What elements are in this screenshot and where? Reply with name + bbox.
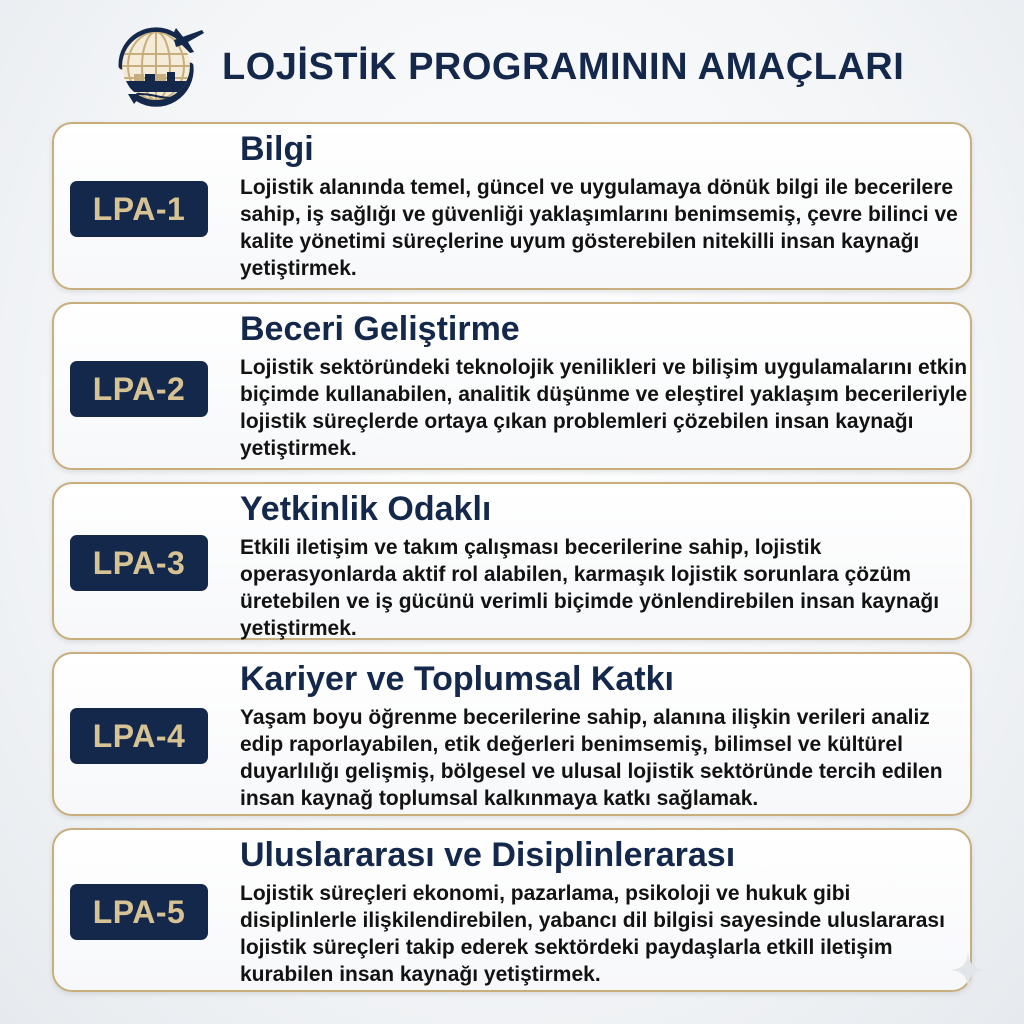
objective-code-badge: LPA-2 [70, 361, 208, 417]
objective-heading: Bilgi [240, 130, 314, 168]
objective-description: Lojistik süreçleri ekonomi, pazarlama, psikoloji ve hukuk gibi disiplinlerle ilişkilendirebilen, yabancı dil bilgisi sayesinde uluslararası lojistik süreçleri takip ederek sektördeki paydaşlarla etkill iletişim kurabilen insan kaynağı yetiştirmek. [240, 882, 945, 986]
objective-card-lpa-4 [52, 652, 972, 816]
objective-code-badge: LPA-5 [70, 884, 208, 940]
page-title: LOJİSTİK PROGRAMININ AMAÇLARI [222, 46, 905, 88]
objective-code-badge: LPA-1 [70, 181, 208, 237]
objective-heading: Beceri Geliştirme [240, 310, 520, 348]
objective-card-lpa-5 [52, 828, 972, 992]
objective-heading: Kariyer ve Toplumsal Katkı [240, 660, 674, 698]
objective-card-lpa-2 [52, 302, 972, 470]
objective-description: Lojistik sektöründeki teknolojik yenilikleri ve bilişim uygulamalarını etkin biçimde kullanabilen, analitik düşünme ve eleştirel yaklaşım becerileriyle lojistik süreçlerde ortaya çıkan problemleri çözebilen insan kaynağı yetiştirmek. [240, 356, 968, 460]
objective-heading: Uluslararası ve Disiplinlerarası [240, 836, 736, 874]
objective-description: Yaşam boyu öğrenme becerilerine sahip, alanına ilişkin verileri analiz edip raporlayabilen, etik değerleri benimsemiş, bilimsel ve kültürel duyarlılığı gelişmiş, bölgesel ve ulusal lojistik sektöründe tercih edilen insan kaynağ toplumsal kalkınmaya katkı sağlamak. [240, 706, 943, 810]
sparkle-icon [948, 950, 988, 990]
objective-description: Lojistik alanında temel, güncel ve uygulamaya dönük bilgi ile becerilere sahip, iş sağlığı ve güvenliği yaklaşımlarını benimsemiş, çevre bilinci ve kalite yönetimi süreçlerine uyum gösterebilen nitekilli insan kaynağı yetiştirmek. [240, 176, 958, 280]
objective-description: Etkili iletişim ve takım çalışması becerilerine sahip, lojistik operasyonlarda aktif rol alabilen, karmaşık lojistik sorunlara çözüm üretebilen ve iş gücünü verimli biçimde yönlendirebilen insan kaynağı yetiştirmek. [240, 536, 940, 640]
objective-code-badge: LPA-4 [70, 708, 208, 764]
objective-card-lpa-3 [52, 482, 972, 640]
objective-code-badge: LPA-3 [70, 535, 208, 591]
header [104, 12, 208, 116]
objective-heading: Yetkinlik Odaklı [240, 490, 492, 528]
logistics-logo-icon [104, 12, 208, 116]
objective-card-lpa-1 [52, 122, 972, 290]
